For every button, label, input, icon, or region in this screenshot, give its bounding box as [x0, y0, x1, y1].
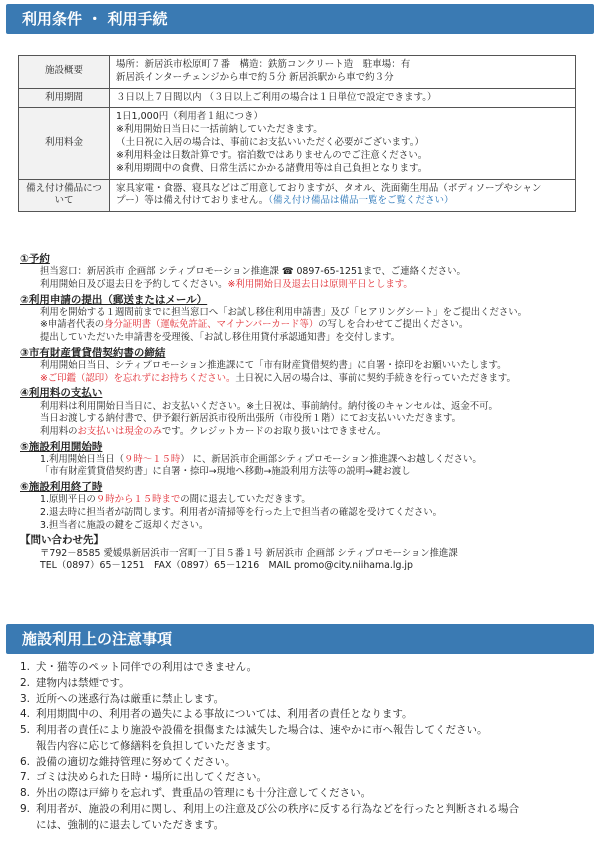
- note-line: 報告内容に応じて修繕料を負担していただきます。: [36, 739, 277, 752]
- note-text: [36, 723, 580, 755]
- step-heading: ①予約: [20, 253, 50, 265]
- note-line: 利用者が、施設の利用に関し、利用上の注意及び公の秩序に反する行為などを行ったと判断される場合: [36, 802, 519, 815]
- row-label: 利用期間: [19, 88, 110, 108]
- row-content: [110, 88, 576, 108]
- step-heading: ⑥施設利用終了時: [20, 481, 103, 494]
- text-segment: です。クレジットカードのお取り扱いはできません。: [161, 425, 387, 437]
- note-line: には、強制的に退去していただきます。: [36, 818, 225, 831]
- text-segment: 1日1,000円（利用者１組につき）: [116, 111, 264, 123]
- text-segment: ※利用開始日当日に一括前納していただきます。: [116, 124, 323, 136]
- note-number: 2.: [20, 676, 31, 689]
- note-number: 8.: [20, 787, 31, 799]
- note-number: 9.: [20, 802, 31, 815]
- note-line: 犬・猫等のペット同伴での利用はできません。: [36, 661, 258, 673]
- step-line: [20, 494, 580, 507]
- note-item: [20, 707, 580, 723]
- step-line: [20, 266, 580, 279]
- text-segment: 家具家電・食器、寝具などはご用意しておりますが、タオル、洗面衛生用品（ボディソープやシャン: [116, 182, 542, 194]
- row-line: [116, 150, 569, 163]
- note-text: [36, 676, 580, 692]
- step-line: [20, 426, 580, 439]
- text-segment: 利用料は利用開始日当日に、お支払いください。※土日祝は、事前納付。納付後のキャンセルは、返金不可。: [40, 400, 498, 412]
- text-segment: （土日祝に入居の場合は、事前にお支払いいただく必要がございます。）: [116, 137, 424, 149]
- step-line: [20, 507, 580, 520]
- note-item: [20, 676, 580, 692]
- step-line: [20, 413, 580, 426]
- row-line: [116, 72, 569, 85]
- text-segment: 場所：新居浜市松原町７番 構造：鉄筋コンクリート造 駐車場：有: [116, 59, 411, 70]
- note-number: 6.: [20, 755, 31, 768]
- text-segment: 当日お渡しする納付書で、伊予銀行新居浜市役所出張所（市役所１階）にてお支払いいただきます。: [40, 413, 461, 425]
- note-item: [20, 723, 580, 755]
- table-row: [19, 56, 576, 89]
- text-segment: お支払いは現金のみ: [77, 425, 162, 437]
- step-heading: ⑤施設利用開始時: [20, 440, 103, 453]
- text-segment: ※利用料金は日数計算です。宿泊数ではありませんのでご注意ください。: [116, 149, 428, 161]
- row-line: [116, 137, 569, 150]
- note-item: [20, 692, 580, 708]
- note-number: 5.: [20, 724, 31, 736]
- step-line: [20, 466, 580, 479]
- step-heading: 【問い合わせ先】: [20, 534, 104, 547]
- note-line: 利用期間中の、利用者の過失による事故については、利用者の責任となります。: [36, 708, 413, 721]
- note-line: 近所への迷惑行為は厳重に禁止します。: [36, 692, 225, 705]
- note-item: [20, 755, 580, 771]
- section-header-notes: 施設利用上の注意事項: [6, 624, 594, 654]
- table-row: [19, 108, 576, 179]
- text-segment: ） に、新居浜市企画部シティプロモーション推進課へお越しください。: [180, 453, 482, 465]
- note-text: [36, 660, 580, 676]
- text-segment: 新居浜インターチェンジから車で約５分 新居浜駅から車で約３分: [116, 71, 394, 83]
- row-line: [116, 124, 569, 137]
- text-segment: ※利用開始日及退去日は原則平日とします。: [227, 278, 413, 290]
- text-segment: 土日祝に入居の場合は、事前に契約手続きを行っていただきます。: [235, 372, 516, 384]
- note-text: [36, 786, 580, 802]
- text-segment: の写しを合わせてご提出ください。: [318, 319, 469, 331]
- step-line: [20, 401, 580, 414]
- note-line: ゴミは決められた日時・場所に出してください。: [36, 771, 267, 784]
- text-segment: ９時から１５時まで: [95, 494, 181, 506]
- row-label: 施設概要: [19, 56, 110, 89]
- row-line: [116, 183, 569, 196]
- step-heading: ③市有財産賃貸借契約書の締結: [20, 346, 166, 359]
- step-line: [20, 319, 580, 332]
- text-segment: ※利用期間中の食費、日常生活にかかる諸費用等は自己負担となります。: [116, 162, 428, 174]
- table-row: [19, 88, 576, 108]
- text-segment: 利用開始日当日、シティプロモーション推進課にて「市有財産貸借契約書」に自署・捺印をお願いいたします。: [40, 359, 507, 371]
- row-line: [116, 59, 569, 72]
- note-number: 1.: [20, 661, 31, 673]
- text-segment: の間に退去していただきます。: [180, 494, 311, 506]
- text-segment: 身分証明書（運転免許証、マイナンバーカード等）: [104, 319, 319, 331]
- step-line: [20, 307, 580, 320]
- note-text: [36, 692, 580, 708]
- step-line: [20, 520, 580, 533]
- text-segment: ３日以上７日間以内 （３日以上ご利用の場合は１日単位で設定できます。）: [116, 91, 437, 103]
- text-segment: 「市有財産賃貸借契約書」に自署・捺印→現地へ移動→施設利用方法等の説明→鍵お渡し: [40, 466, 411, 478]
- text-segment: 〒792－8585 愛媛県新居浜市一宮町一丁目５番１号 新居浜市 企画部 シティプロモーション推進課: [40, 547, 458, 559]
- row-content: [110, 179, 576, 212]
- step-line: [20, 332, 580, 345]
- text-segment: ※ご印鑑（認印）を忘れずにお持ちください。: [40, 372, 236, 384]
- note-text: [36, 770, 580, 786]
- text-segment: 提出していただいた申請書を受理後、「お試し移住用貸付承認通知書」を交付します。: [40, 332, 401, 344]
- conditions-table: [18, 55, 576, 212]
- note-text: [36, 802, 580, 834]
- note-number: 3.: [20, 692, 31, 705]
- text-segment: ９時～１５時: [123, 453, 181, 465]
- note-line: 設備の適切な維持管理に努めてください。: [36, 755, 236, 768]
- row-line: [116, 195, 569, 208]
- text-segment: 利用開始日及び退去日を予約してください。: [40, 278, 228, 290]
- row-content: [110, 56, 576, 89]
- step-heading: ④利用料の支払い: [20, 387, 103, 400]
- note-item: [20, 786, 580, 802]
- note-item: [20, 802, 580, 834]
- row-line: [116, 111, 569, 124]
- row-label: 備え付け備品について: [19, 179, 110, 212]
- note-item: [20, 770, 580, 786]
- text-segment: 利用を開始する１週間前までに担当窓口へ「お試し移住利用申請書」及び「ヒアリングシート」をご提出ください。: [40, 306, 527, 318]
- row-label: 利用料金: [19, 108, 110, 179]
- note-number: 4.: [20, 708, 31, 721]
- text-segment: 1.原則平日の: [40, 494, 96, 506]
- note-item: [20, 660, 580, 676]
- note-line: 建物内は禁煙です。: [36, 676, 130, 689]
- row-content: [110, 108, 576, 179]
- step-line: [20, 279, 580, 292]
- note-number: 7.: [20, 771, 31, 784]
- note-text: [36, 707, 580, 723]
- text-segment: 2.退去時に担当者が訪問します。利用者が清掃等を行った上で担当者の確認を受けてください。: [40, 506, 442, 518]
- text-segment: 担当窓口：新居浜市 企画部 シティプロモーション推進課 ☎ 0897-65-1251まで、ご連絡ください。: [40, 266, 466, 278]
- note-line: 利用者の責任により施設や設備を損傷または滅失した場合は、速やかに市へ報告してください。: [36, 724, 488, 736]
- text-segment: 3.担当者に施設の鍵をご返却ください。: [40, 519, 209, 531]
- text-segment: 利用料の: [40, 425, 78, 437]
- text-segment: TEL（0897）65－1251 FAX（0897）65－1216 MAIL promo@city.niihama.lg.jp: [40, 560, 413, 572]
- table-row: [19, 179, 576, 212]
- step-heading: ②利用申請の提出（郵送またはメール）: [20, 293, 208, 306]
- row-line: [116, 92, 569, 105]
- step-line: [20, 560, 580, 573]
- step-line: [20, 373, 580, 386]
- text-segment: （備え付け備品は備品一覧をご覧ください）: [268, 195, 454, 207]
- step-line: [20, 454, 580, 467]
- note-text: [36, 755, 580, 771]
- procedure-steps: [20, 251, 580, 573]
- step-line: [20, 360, 580, 373]
- section-header-conditions: 利用条件 ・ 利用手続: [6, 4, 594, 34]
- text-segment: 1.利用開始日当日（: [40, 453, 124, 465]
- step-line: [20, 548, 580, 561]
- notes-list: [20, 660, 580, 833]
- text-segment: ※申請者代表の: [40, 319, 105, 331]
- note-line: 外出の際は戸締りを忘れず、貴重品の管理にも十分注意してください。: [36, 787, 372, 799]
- text-segment: プー）等は備え付けておりません。: [116, 195, 269, 207]
- row-line: [116, 163, 569, 176]
